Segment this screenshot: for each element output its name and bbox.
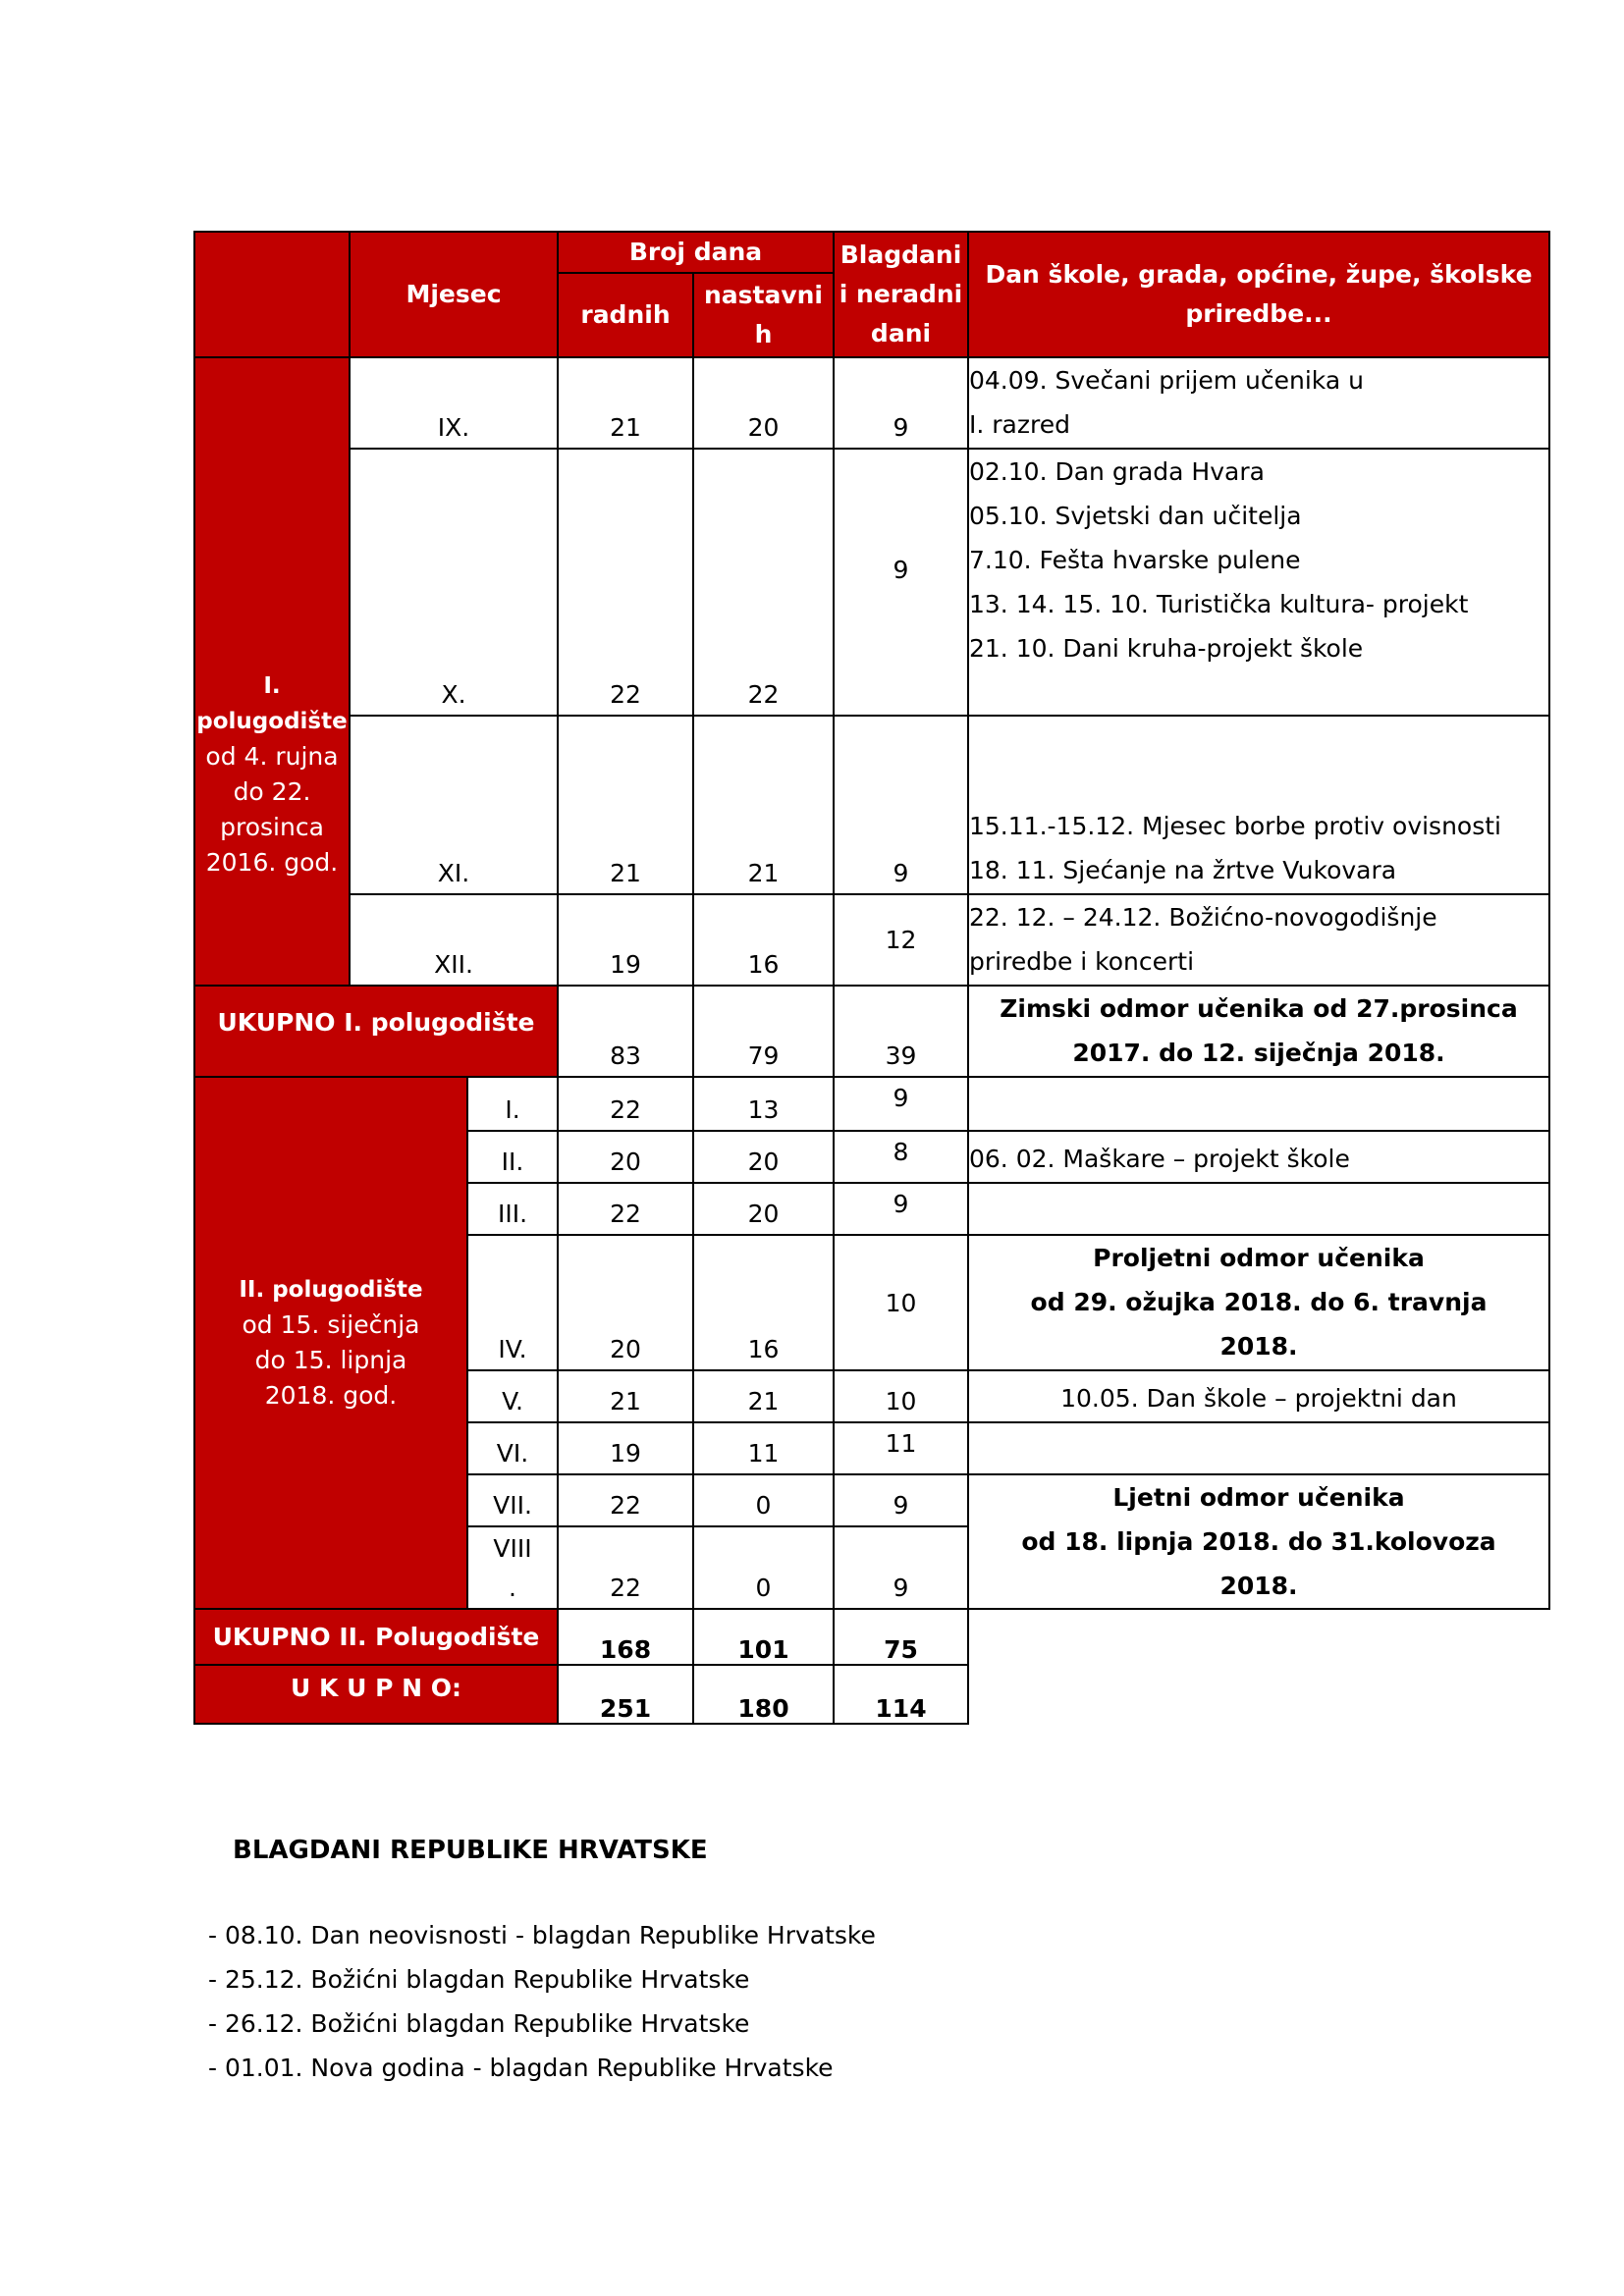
radnih-cell: 22: [558, 449, 693, 716]
blagdani-cell: 9: [834, 1183, 968, 1235]
holidays-title: BLAGDANI REPUBLIKE HRVATSKE: [233, 1836, 708, 1865]
events-cell: 04.09. Svečani prijem učenika u I. razred: [968, 357, 1549, 449]
month-cell: VII.: [467, 1474, 558, 1526]
list-item: - 26.12. Božićni blagdan Republike Hrvatske: [208, 2009, 750, 2038]
month-cell: XI.: [350, 716, 558, 894]
month-cell: X.: [350, 449, 558, 716]
blagdani-cell: 10: [834, 1370, 968, 1422]
blagdani-cell: 9: [834, 1077, 968, 1131]
header-nastavnih: nastavni h: [693, 273, 834, 357]
month-cell: IX.: [350, 357, 558, 449]
radnih-total: 83: [558, 986, 693, 1077]
month-cell: I.: [467, 1077, 558, 1131]
spring-break-note: Proljetni odmor učenika od 29. ožujka 2018. do 6. travnja 2018.: [968, 1235, 1549, 1370]
month-cell: IV.: [467, 1235, 558, 1370]
semester2-label: II. polugodište od 15. siječnja do 15. lipnja 2018. god.: [194, 1077, 467, 1609]
radnih-cell: 22: [558, 1077, 693, 1131]
summer-break-note: Ljetni odmor učenika od 18. lipnja 2018. do 31.kolovoza 2018.: [968, 1474, 1549, 1609]
semester2-total-label: UKUPNO II. Polugodište: [194, 1609, 558, 1665]
nastavnih-cell: 0: [693, 1526, 834, 1609]
nastavnih-cell: 21: [693, 716, 834, 894]
events-cell: 06. 02. Maškare – projekt škole: [968, 1131, 1549, 1183]
header-events: Dan škole, grada, općine, župe, školske priredbe...: [968, 232, 1549, 357]
winter-break-note: Zimski odmor učenika od 27.prosinca 2017. do 12. siječnja 2018.: [968, 986, 1549, 1077]
blagdani-total: 75: [834, 1609, 968, 1665]
nastavnih-total: 79: [693, 986, 834, 1077]
table-row: [194, 1077, 1549, 1131]
grand-total-row: [194, 1665, 1549, 1724]
nastavnih-cell: 20: [693, 1131, 834, 1183]
month-cell: VI.: [467, 1422, 558, 1474]
radnih-cell: 21: [558, 357, 693, 449]
nastavnih-cell: 0: [693, 1474, 834, 1526]
blagdani-cell: 12: [834, 894, 968, 986]
radnih-cell: 22: [558, 1474, 693, 1526]
nastavnih-cell: 16: [693, 894, 834, 986]
events-cell: 22. 12. – 24.12. Božićno-novogodišnje priredbe i koncerti: [968, 894, 1549, 986]
semester1-total-label: UKUPNO I. polugodište: [194, 986, 558, 1077]
header-corner: [194, 232, 350, 357]
blagdani-cell: 9: [834, 449, 968, 716]
month-cell: II.: [467, 1131, 558, 1183]
radnih-cell: 20: [558, 1131, 693, 1183]
events-cell: [968, 1183, 1549, 1235]
table-row: [194, 716, 1549, 894]
school-calendar-table: [193, 231, 1550, 1725]
semester1-label: I. polugodište od 4. rujna do 22. prosinca 2016. god.: [194, 357, 350, 986]
month-cell: V.: [467, 1370, 558, 1422]
radnih-cell: 22: [558, 1183, 693, 1235]
month-cell: VIII .: [467, 1526, 558, 1609]
events-cell: 15.11.-15.12. Mjesec borbe protiv ovisnosti 18. 11. Sjećanje na žrtve Vukovara: [968, 716, 1549, 894]
blagdani-grand-total: 114: [834, 1665, 968, 1724]
nastavnih-cell: 21: [693, 1370, 834, 1422]
table-row: [194, 357, 1549, 449]
semester2-total-row: [194, 1609, 1549, 1665]
blagdani-cell: 9: [834, 716, 968, 894]
nastavnih-grand-total: 180: [693, 1665, 834, 1724]
nastavnih-cell: 20: [693, 357, 834, 449]
radnih-total: 168: [558, 1609, 693, 1665]
radnih-cell: 22: [558, 1526, 693, 1609]
nastavnih-cell: 20: [693, 1183, 834, 1235]
empty-cell: [968, 1609, 1549, 1665]
radnih-cell: 21: [558, 1370, 693, 1422]
blagdani-cell: 9: [834, 1526, 968, 1609]
nastavnih-cell: 11: [693, 1422, 834, 1474]
radnih-cell: 21: [558, 716, 693, 894]
blagdani-cell: 8: [834, 1131, 968, 1183]
list-item: - 08.10. Dan neovisnosti - blagdan Republike Hrvatske: [208, 1921, 876, 1949]
list-item: - 01.01. Nova godina - blagdan Republike Hrvatske: [208, 2054, 834, 2082]
header-row: [194, 232, 1549, 273]
nastavnih-cell: 13: [693, 1077, 834, 1131]
header-broj-dana: Broj dana: [558, 232, 834, 273]
radnih-cell: 19: [558, 894, 693, 986]
blagdani-cell: 11: [834, 1422, 968, 1474]
blagdani-total: 39: [834, 986, 968, 1077]
table-row: [194, 894, 1549, 986]
semester1-total-row: [194, 986, 1549, 1077]
month-cell: XII.: [350, 894, 558, 986]
header-mjesec: Mjesec: [350, 232, 558, 357]
month-cell: III.: [467, 1183, 558, 1235]
header-radnih: radnih: [558, 273, 693, 357]
events-cell: 02.10. Dan grada Hvara 05.10. Svjetski dan učitelja 7.10. Fešta hvarske pulene 13. 14. 15. 10. Turistička kultura- projekt 21. 10. Dani kruha-projekt škole: [968, 449, 1549, 716]
grand-total-label: U K U P N O:: [194, 1665, 558, 1724]
empty-cell: [968, 1665, 1549, 1724]
events-cell: [968, 1422, 1549, 1474]
radnih-cell: 19: [558, 1422, 693, 1474]
holidays-list: [208, 1913, 876, 2090]
events-cell: 10.05. Dan škole – projektni dan: [968, 1370, 1549, 1422]
list-item: - 25.12. Božićni blagdan Republike Hrvatske: [208, 1965, 750, 1994]
table-row: [194, 449, 1549, 716]
radnih-grand-total: 251: [558, 1665, 693, 1724]
blagdani-cell: 9: [834, 357, 968, 449]
events-cell: [968, 1077, 1549, 1131]
blagdani-cell: 10: [834, 1235, 968, 1370]
blagdani-cell: 9: [834, 1474, 968, 1526]
nastavnih-total: 101: [693, 1609, 834, 1665]
nastavnih-cell: 22: [693, 449, 834, 716]
radnih-cell: 20: [558, 1235, 693, 1370]
nastavnih-cell: 16: [693, 1235, 834, 1370]
header-blagdani: Blagdani i neradni dani: [834, 232, 968, 357]
